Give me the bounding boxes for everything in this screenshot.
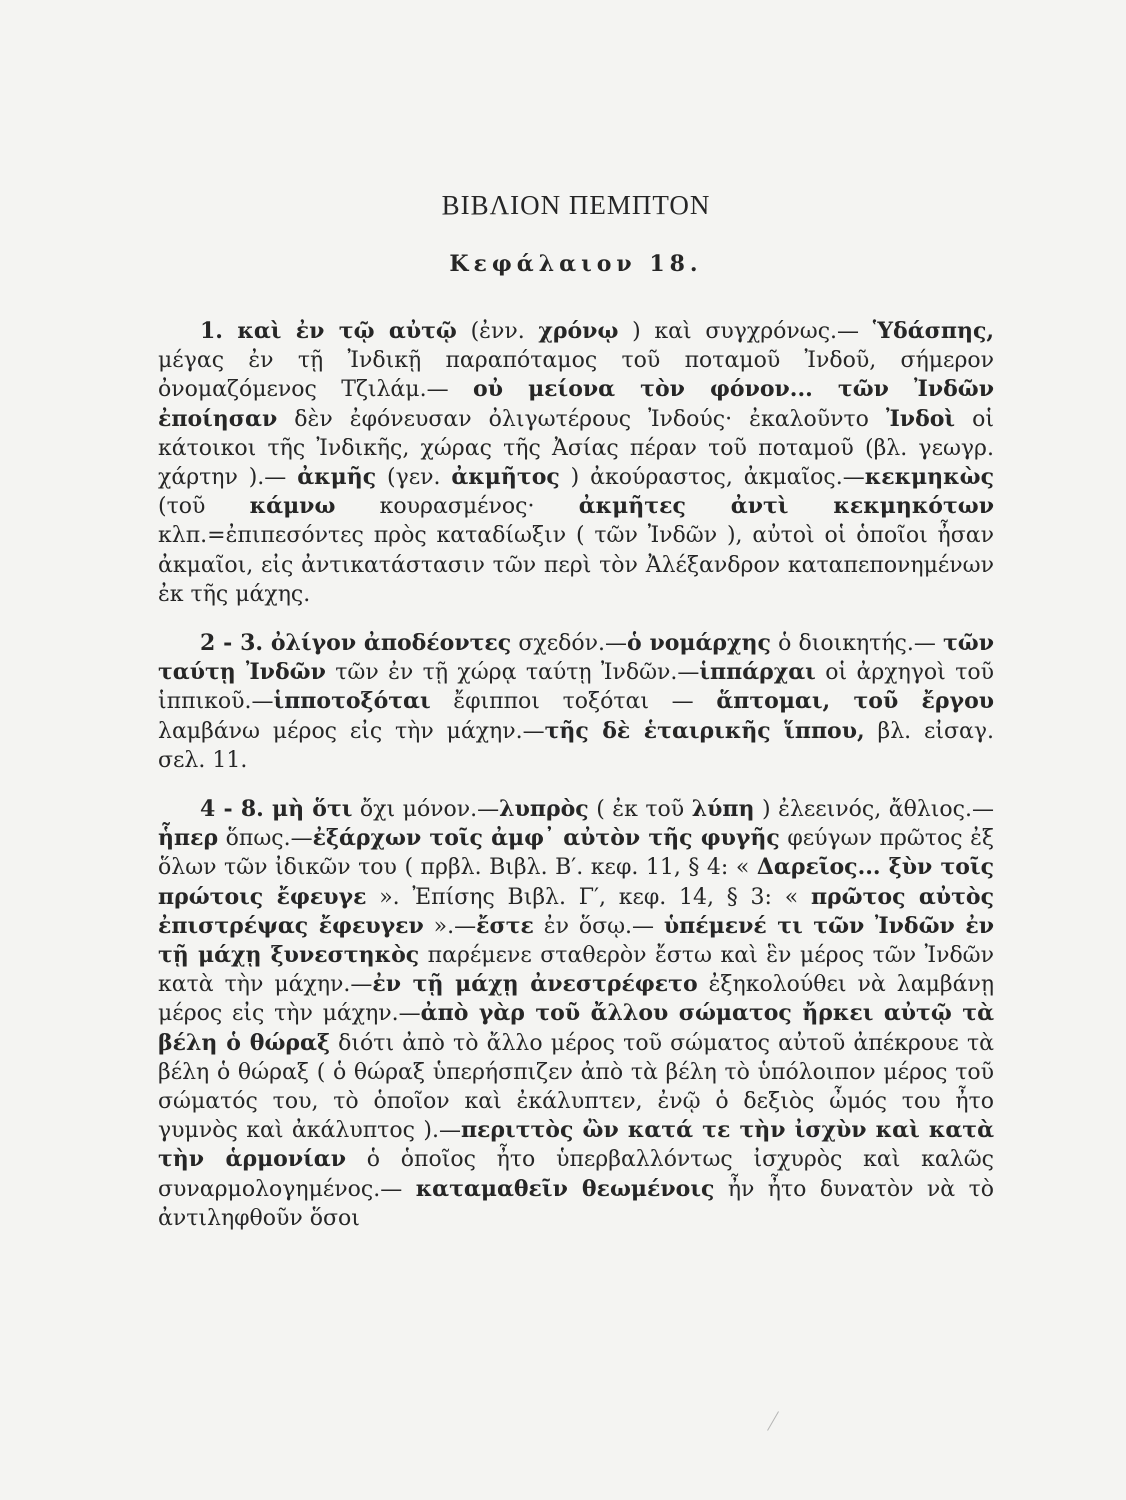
lemma-text: ἔστε [476,912,534,939]
gloss-text: κλπ.=ἐπιπεσόντες πρὸς καταδίωξιν ( τῶν Ἰνδῶν ), αὐτοὶ οἱ ὁποῖοι ἦσαν ἀκμαῖοι, εἰς ἀντικατάστασιν τῶν περὶ τὸν Ἀλέξανδρον καταπεπονημένων ἐκ τῆς μάχης. [158,523,994,607]
lemma-text: χρόνῳ [538,318,619,344]
lemma-text: 4 - 8. μὴ ὅτι [200,796,353,823]
lemma-text: καταμαθεῖν θεωμένοις [415,1175,715,1202]
gloss-text: (γεν. [376,465,452,491]
gloss-text: κουρασμένος· [335,494,579,520]
gloss-text: ) ἀκούραστος, ἀκμαῖος.— [559,465,865,491]
lemma-text: ἀκμῆτες ἀντὶ κεκμηκότων [578,493,994,520]
commentary-paragraph [158,317,994,609]
lemma-text: 1. καὶ ἐν τῷ αὐτῷ [200,318,457,344]
lemma-text: ὑπέμενέ τι τῶν Ἰνδῶν ἐν τῇ μάχῃ ξυνεστηκὸς [158,912,994,969]
gloss-text: παρέμενε σταθερὸν ἔστω καὶ ἓν μέρος τῶν Ἰνδῶν κατὰ τὴν μάχην.— [158,943,994,998]
gloss-text: ἔφιπποι τοξόται — [430,689,717,715]
commentary-paragraph [158,629,994,775]
lemma-text: ἅπτομαι, τοῦ ἔργου [716,688,995,715]
lemma-text: Ἰνδοὶ [885,405,956,432]
lemma-text: ἱππάρχαι [699,659,816,686]
lemma-text: πρῶτος αὐτὸς ἐπιστρέψας ἔφευγεν [158,883,994,939]
commentary-section-1 [158,317,994,609]
lemma-text: οὐ μείονα τὸν φόνον... τῶν Ἰνδῶν ἐποίησαν [158,376,995,432]
lemma-text: τῶν ταύτῃ Ἰνδῶν [158,630,994,686]
gloss-text: λαμβάνω μέρος εἰς τὴν μάχην.— [158,718,545,744]
lemma-text: Ὑδάσπης, [872,318,994,344]
gloss-text: (τοῦ [158,494,250,520]
gloss-text: διότι ἀπὸ τὸ ἄλλο μέρος τοῦ σώματος αὐτοῦ ἀπέκρουε τὰ βέλη ὁ θώραξ ( ὁ θώραξ ὑπερήσπιζεν ἀπὸ τὰ βέλη τὸ ὑπόλοιπον μέρος τοῦ σώματός του, τὸ ὁποῖον καὶ ἐκάλυπτεν, ἐνῷ ὁ δεξιὸς ὦμός του ἦτο γυμνὸς καὶ ἀκάλυπτος ).— [158,1030,995,1144]
gloss-text: μέγας ἐν τῇ Ἰνδικῇ παραπόταμος τοῦ ποταμοῦ Ἰνδοῦ, σήμερον ὀνομαζόμενος Τζιλάμ.— [158,348,994,403]
lemma-text: κάμνω [249,493,336,520]
gloss-text: ) ἐλεεινός, ἄθλιος.— [754,797,994,823]
lemma-text: ἱπποτοξόται [273,688,431,715]
gloss-text: σχεδόν.— [511,631,627,657]
commentary-paragraph [158,795,994,1233]
gloss-text: φεύγων πρῶτος ἐξ ὅλων τῶν ἰδικῶν του ( πρβλ. Βιβλ. Β′. κεφ. 11, § 4: « [158,826,995,881]
book-title: ΒΙΒΛΙΟΝ ΠΕΜΠΤΟΝ [441,190,711,220]
lemma-text: ἐν τῇ μάχῃ ἀνεστρέφετο [372,971,698,998]
gloss-text: ( ἐκ τοῦ [588,797,692,823]
lemma-text: ἀπὸ γὰρ τοῦ ἄλλου σώματος ἤρκει αὐτῷ τὰ βέλη ὁ θώραξ [158,1000,994,1056]
gloss-text: τῶν ἐν τῇ χώρᾳ ταύτῃ Ἰνδῶν.— [325,660,700,686]
gloss-text: ὅπως.— [218,826,313,852]
gloss-text: ) καὶ συγχρόνως.— [618,319,873,344]
lemma-text: Δαρεῖος... ξὺν τοῖς πρώτοις ἔφευγε [158,854,995,910]
gloss-text: ».— [423,913,477,939]
lemma-text: ἐξάρχων τοῖς ἀμφ᾽ αὐτὸν τῆς φυγῆς [312,825,780,852]
lemma-text: κεκμηκὼς [864,464,994,491]
lemma-text: ἀκμῆτος [451,464,560,491]
gloss-text: ὄχι μόνον.— [352,797,500,823]
chapter-title: Κεφάλαιον 18. [449,251,703,277]
lemma-text: ὁ νομάρχης [626,630,771,657]
lemma-text: ἧπερ [158,825,219,852]
lemma-text: ἀκμῆς [297,464,377,491]
gloss-text: (ἐνν. [456,319,539,344]
gloss-text: ». Ἐπίσης Βιβλ. Γ′, κεφ. 14, § 3: « [366,884,811,910]
gloss-text: ὁ διοικητής.— [770,631,943,657]
gloss-text: ὁ ὁποῖος ἦτο ὑπερβαλλόντως ἰσχυρὸς καὶ καλῶς συναρμολογημένος.— [158,1147,994,1202]
commentary-section-2 [158,629,994,775]
gloss-text: βλ. εἰσαγ. σελ. 11. [158,718,994,773]
gloss-text: ἦν ἦτο δυνατὸν νὰ τὸ ἀντιληφθοῦν ὅσοι [158,1176,994,1231]
gloss-text: ἐξηκολούθει νὰ λαμβάνῃ μέρος εἰς τὴν μάχην.— [158,972,994,1027]
lemma-text: λύπη [691,796,755,823]
gloss-text: ἐν ὅσῳ.— [533,913,664,939]
gloss-text: οἱ ἀρχηγοὶ τοῦ ἱππικοῦ.— [158,660,994,715]
lemma-text: περιττὸς ὢν κατά τε τὴν ἰσχὺν καὶ κατὰ τὴν ἁρμονίαν [158,1117,994,1173]
commentary-section-3 [158,795,994,1233]
lemma-text: τῆς δὲ ἑταιρικῆς ἵππου, [544,717,865,744]
lemma-text: 2 - 3. ὀλίγον ἀποδέοντες [200,630,512,657]
gloss-text: δὲν ἐφόνευσαν ὀλιγωτέρους Ἰνδούς· ἐκαλοῦντο [277,406,886,432]
page-content [158,190,994,1253]
ink-mark [767,1411,786,1435]
gloss-text: οἱ κάτοικοι τῆς Ἰνδικῆς, χώρας τῆς Ἀσίας πέραν τοῦ ποταμοῦ (βλ. γεωγρ. χάρτην ).— [158,406,994,491]
lemma-text: λυπρὸς [499,796,589,823]
